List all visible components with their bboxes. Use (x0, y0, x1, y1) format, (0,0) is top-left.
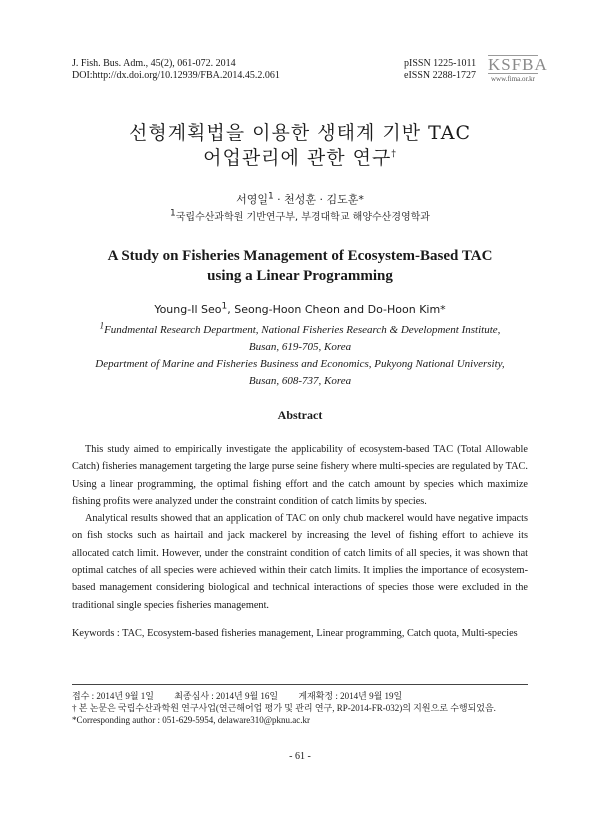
funding-note: † 본 논문은 국립수산과학원 연구사업(연근해어업 평가 및 관리 연구, RP-2014-FR-032)의 지원으로 수행되었음. (72, 703, 496, 713)
affiliation-2-line1: Department of Marine and Fisheries Business and Economics, Pukyong National University, (95, 358, 505, 370)
korean-aff-sup: 1 (170, 208, 176, 219)
submission-dates (72, 690, 542, 702)
journal-citation: J. Fish. Bus. Adm., 45(2), 061-072. 2014 (72, 58, 236, 69)
affiliation-1-text: Fundmental Research Department, National Fisheries Research & Development Institute, (104, 324, 501, 336)
accepted-date: 게재확정 : 2014년 9월 19일 (298, 691, 403, 701)
footnotes (72, 690, 542, 726)
abstract-body (72, 441, 528, 614)
affiliation-2-line2: Busan, 608-737, Korea (248, 375, 352, 387)
korean-authors (0, 191, 600, 207)
logo-text: KSFBA (488, 55, 548, 74)
korean-title-line1: 선형계획법을 이용한 생태계 기반 TAC (128, 122, 471, 144)
korean-aff-text: 국립수산과학원 기반연구부, 부경대학교 해양수산경영학과 (175, 212, 430, 223)
english-author-1-sup: 1 (221, 301, 228, 312)
journal-header-left (72, 58, 280, 82)
journal-header-right (404, 58, 476, 82)
english-title-line1: A Study on Fisheries Management of Ecosystem-Based TAC (107, 248, 493, 264)
english-authors-rest: , Seong-Hoon Cheon and Do-Hoon Kim* (227, 303, 446, 316)
eissn: eISSN 2288-1727 (404, 70, 476, 81)
korean-author-1-sup: 1 (267, 191, 274, 202)
korean-affiliation (0, 208, 600, 223)
ksfba-logo (488, 55, 548, 83)
english-authors (0, 303, 600, 316)
dagger-mark: † (391, 149, 397, 160)
page-number: - 61 - (289, 751, 311, 762)
abstract-paragraph-1: This study aimed to empirically investigate the applicability of ecosystem-based TAC (Total Allowable Catch) fisheries management targeting the large purse seine fishery where multi-species are regulated by TAC. Using a linear programming, the optimal fishing effort and the catch amount by species which maximize fishing profits were analyzed under the constraint condition of catch limits by species. (72, 444, 528, 507)
logo-url[interactable]: www.fima.or.kr (490, 75, 536, 83)
korean-title (0, 121, 600, 171)
english-author-1: Young-Il Seo (154, 303, 222, 316)
korean-author-1: 서영일 (236, 193, 268, 206)
affiliation-1-sup: 1 (99, 320, 105, 331)
abstract-paragraph-2: Analytical results showed that an application of TAC on only chub mackerel would have negative impacts on fish stocks such as hairtail and jack mackerel by increasing the level of fishing effort to achieve its allocated catch limit. However, under the constraint condition of catch limits of all species, it was shown that optimal catches of all species were achieved within their catch limits. It implies the importance of ecosystem-based management considering biological and technical interactions of species those were excluded in the traditional single species fisheries management. (72, 513, 528, 611)
english-affiliations (0, 322, 600, 390)
affiliation-1-line2: Busan, 619-705, Korea (248, 341, 352, 353)
korean-authors-rest: · 천성훈 · 김도훈* (273, 193, 364, 206)
abstract-heading: Abstract (277, 408, 323, 422)
revised-date: 최종심사 : 2014년 9월 16일 (174, 691, 279, 701)
footnote-divider (72, 684, 528, 685)
doi-link[interactable]: DOI:http://dx.doi.org/10.12939/FBA.2014.45.2.061 (72, 70, 280, 81)
corresponding-author: *Corresponding author : 051-629-5954, delaware310@pknu.ac.kr (72, 715, 310, 725)
korean-title-line2-text: 어업관리에 관한 연구 (203, 147, 392, 169)
english-title-line2: using a Linear Programming (207, 268, 393, 284)
received-date: 접수 : 2014년 9월 1일 (72, 691, 154, 701)
affiliation-1-line1 (0, 322, 600, 339)
korean-title-line2 (0, 146, 600, 171)
pissn: pISSN 1225-1011 (404, 58, 477, 69)
keywords: Keywords : TAC, Ecosystem-based fisheries management, Linear programming, Catch quota, Multi-species (72, 628, 518, 639)
english-title (0, 246, 600, 286)
